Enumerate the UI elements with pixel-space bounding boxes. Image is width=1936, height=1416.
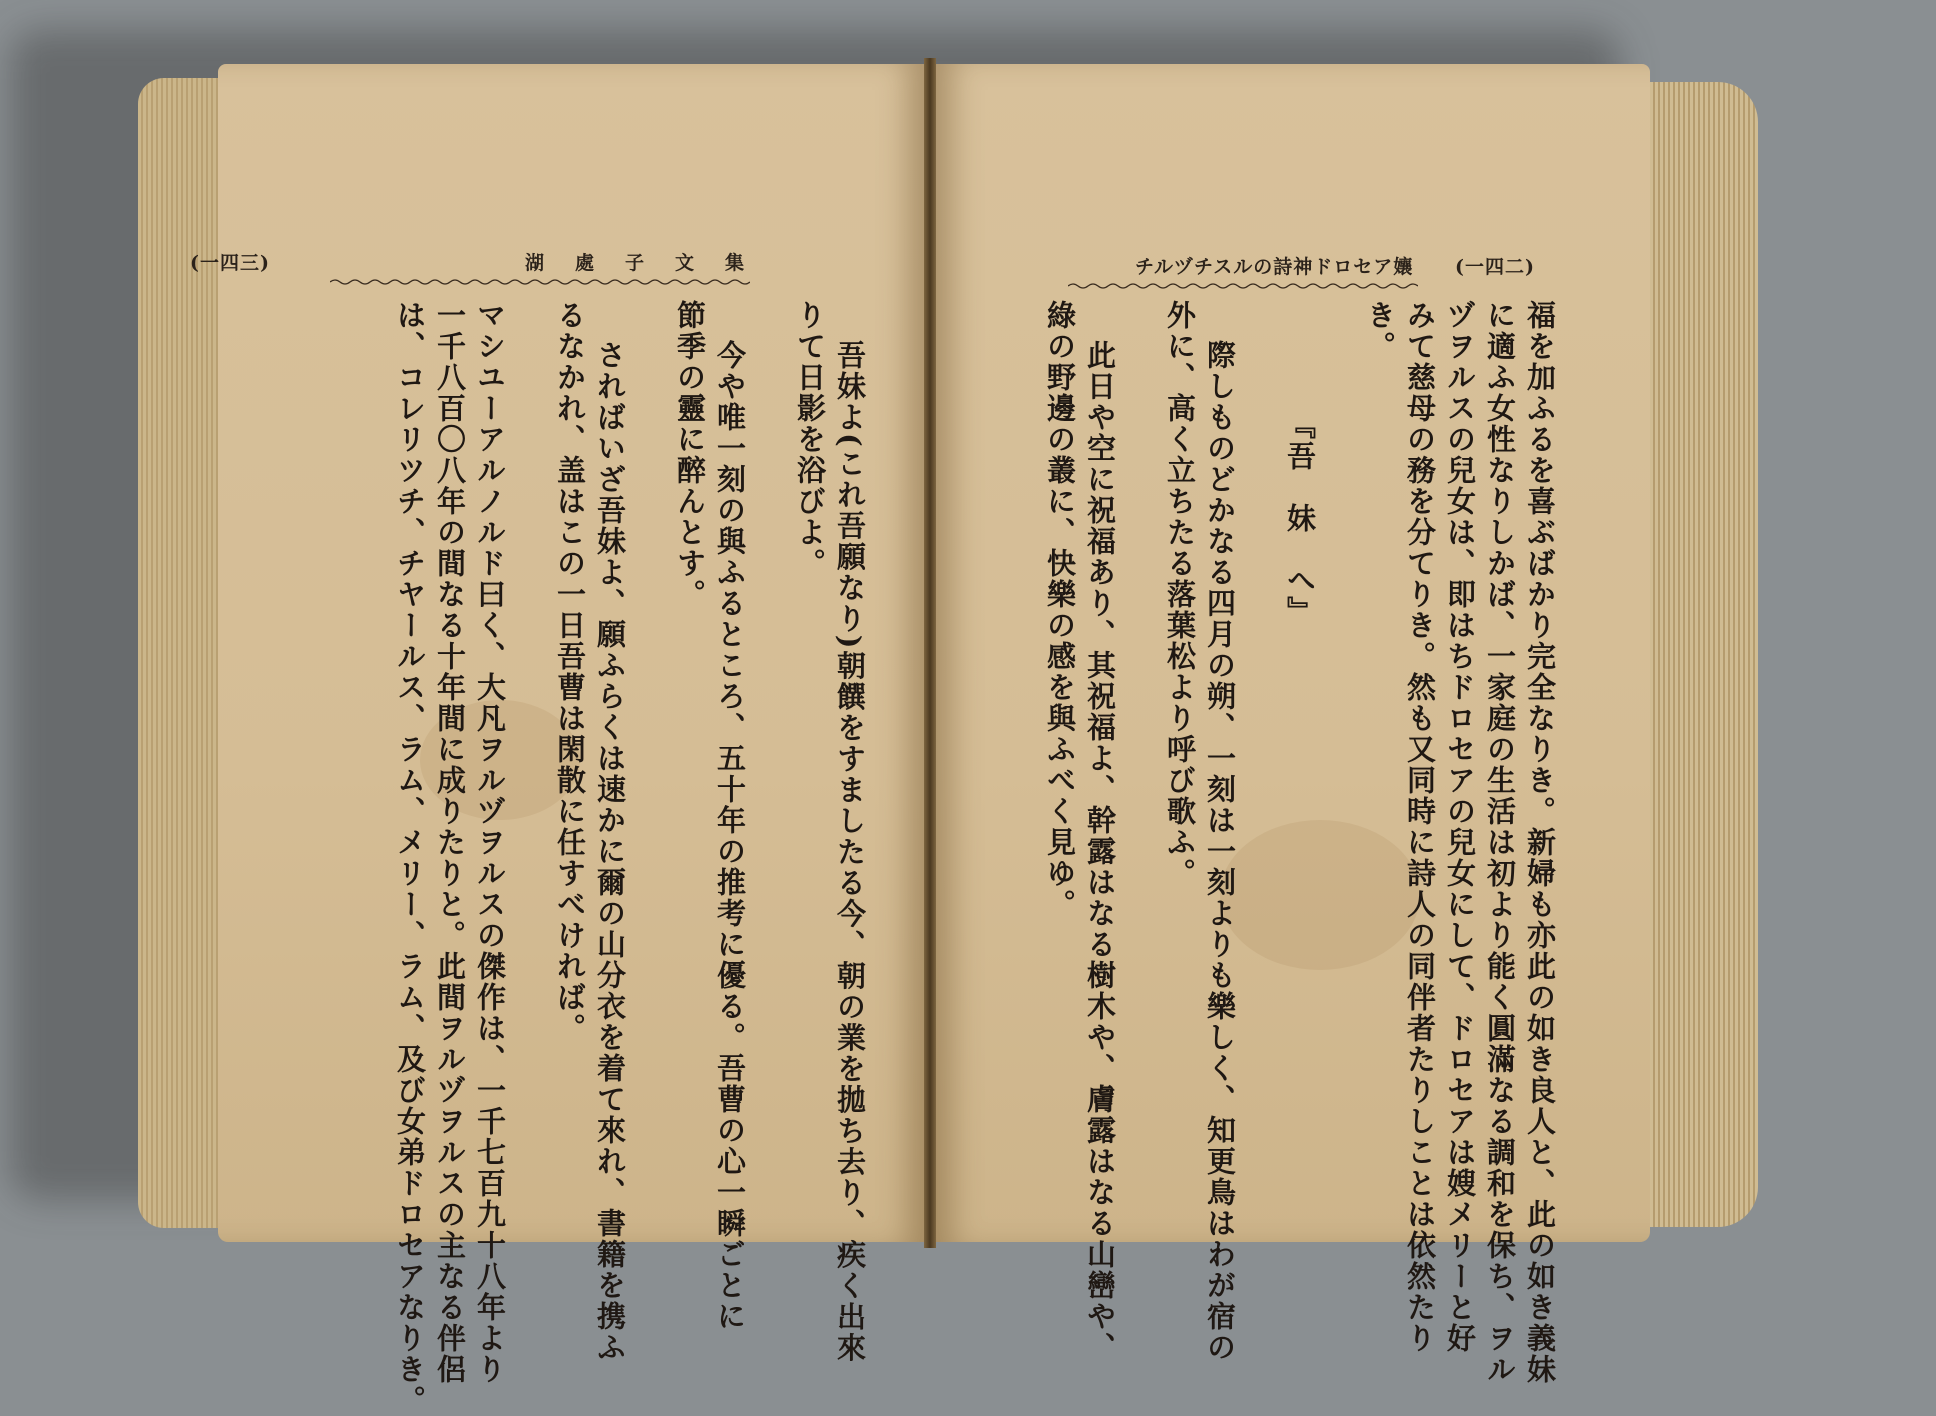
text-column: は、コレリツチ、チヤールス、ラム、メリー、ラム、及び女弟ドロセアなりき。 bbox=[393, 300, 427, 1416]
text-column: 福を加ふるを喜ぶばかり完全なりき。新婦も亦此の如き良人と、此の如き義妹 bbox=[1523, 300, 1557, 1385]
left-running-title: 湖 處 子 文 集 bbox=[524, 252, 750, 274]
left-page-number: (一四三) bbox=[190, 252, 270, 274]
book-gutter bbox=[924, 58, 936, 1248]
text-column: 外に、高く立ちたる落葉松より呼び歌ふ。 bbox=[1163, 300, 1197, 889]
text-column: るなかれ、盖はこの一日吾曹は閑散に任すべければ。 bbox=[553, 300, 587, 1044]
text-column: 綠の野邊の叢に、快樂の感を與ふべく見ゆ。 bbox=[1043, 300, 1077, 920]
text-column: みて慈母の務を分てりき。然も又同時に詩人の同伴者たりしことは依然たり bbox=[1403, 300, 1437, 1354]
blank-column bbox=[1120, 300, 1160, 1160]
right-page-header bbox=[1135, 252, 1535, 279]
text-column: 際しものどかなる四月の朔、一刻は一刻よりも樂しく、知更鳥はわが宿の bbox=[1203, 340, 1237, 1363]
right-header-rule bbox=[1068, 282, 1418, 290]
text-column: 吾妹よ(これ吾願なり)朝饌をすましたる今、朝の業を拋ち去り、疾く出來 bbox=[833, 340, 867, 1364]
blank-column bbox=[510, 300, 550, 1170]
right-page-number: (一四二) bbox=[1455, 256, 1535, 278]
text-column: さればいざ吾妹よ、願ふらくは速かに爾の山分衣を着て來れ、書籍を携ふ bbox=[593, 340, 627, 1363]
right-running-title: チルヅチスルの詩神ドロセア孃 bbox=[1135, 256, 1414, 278]
left-page-header bbox=[190, 248, 750, 275]
right-page-edges bbox=[1648, 82, 1758, 1227]
text-column: 節季の靈に醉んとす。 bbox=[673, 300, 707, 610]
left-page-body bbox=[310, 300, 870, 1416]
blank-column bbox=[750, 300, 790, 1170]
text-column: 此日や空に祝福あり、其祝福よ、幹露はなる樹木や、膚露はなる山巒や、 bbox=[1083, 340, 1117, 1363]
right-page-body bbox=[1040, 300, 1560, 1385]
blank-column bbox=[630, 300, 670, 1170]
left-header-rule bbox=[330, 278, 750, 286]
text-column: マシユーアルノルド曰く、大凡ヲルヅヲルスの傑作は、一千七百九十八年より bbox=[473, 300, 507, 1385]
poem-title: 『吾 妹 へ』 bbox=[1283, 410, 1317, 627]
text-column: 一千八百〇八年の間なる十年間に成りたりと。此間ヲルヅヲルスの主なる伴侶 bbox=[433, 300, 467, 1385]
text-column: りて日影を浴びよ。 bbox=[793, 300, 827, 579]
blank-column bbox=[1320, 300, 1360, 1160]
text-column: き。 bbox=[1363, 300, 1397, 362]
text-column: ヅヲルスの兒女は、即はちドロセアの兒女にして、ドロセアは嫂メリーと好 bbox=[1443, 300, 1477, 1354]
text-column: に適ふ女性なりしかば、一家庭の生活は初より能く圓滿なる調和を保ち、ヲル bbox=[1483, 300, 1517, 1385]
blank-column bbox=[1240, 300, 1280, 1160]
text-column: 今や唯一刻の與ふるところ、五十年の推考に優る。吾曹の心一瞬ごとに bbox=[713, 340, 747, 1332]
